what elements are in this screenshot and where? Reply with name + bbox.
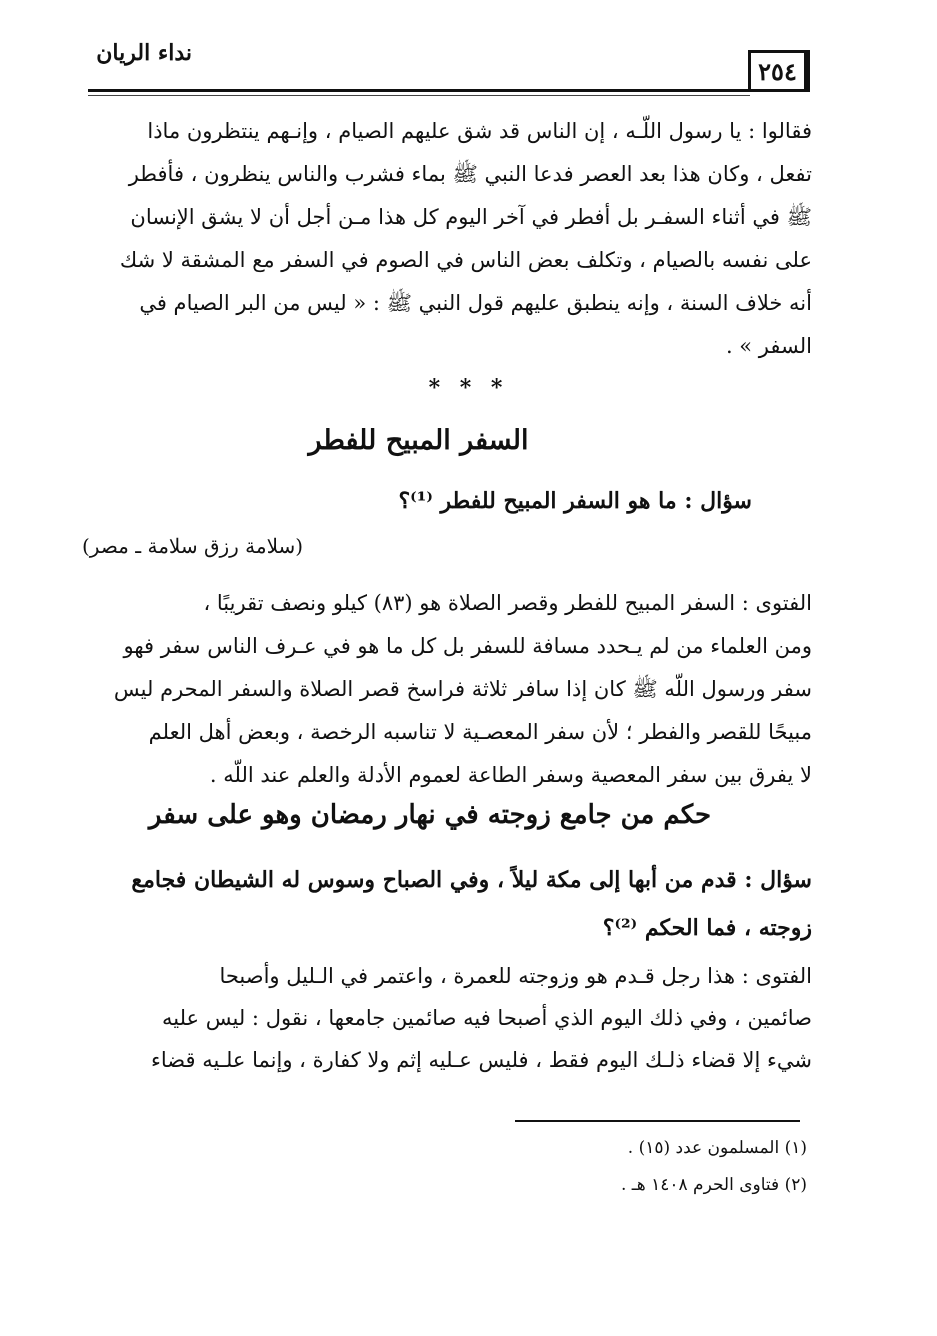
text-line: ﷺ في أثناء السفـر بل أفطر في آخر اليوم كل هذا مـن أجل أن لا يشق الإنسان: [130, 205, 812, 229]
text-line: مبيحًا للقصر والفطر ؛ لأن سفر المعصـية لا تناسبه الرخصة ، وبعض أهل العلم: [148, 720, 812, 744]
section-separator: * * *: [428, 375, 509, 401]
page-number: ٢٥٤: [748, 50, 810, 90]
running-title: نداء الريان: [96, 40, 192, 66]
header-rule-thin: [88, 95, 750, 96]
text-line: سفر ورسول اللّه ﷺ كان إذا سافر ثلاثة فراسخ قصر الصلاة والسفر المحرم ليس: [113, 677, 812, 701]
question: [75, 856, 812, 952]
footnote: (٢) فتاوى الحرم ١٤٠٨ هـ .: [620, 1175, 807, 1195]
paragraph-continuation: [80, 110, 812, 368]
answer-paragraph: [78, 955, 812, 1081]
asker-name: (سلامة رزق سلامة ـ مصر): [82, 534, 304, 558]
header-rule: [88, 89, 810, 92]
text-line: السفر » .: [725, 334, 812, 358]
text-line: سؤال : قدم من أبها إلى مكة ليلاً ، وفي الصباح وسوس له الشيطان فجامع: [131, 867, 812, 893]
footnotes: [621, 1130, 807, 1204]
text-line: لا يفرق بين سفر المعصية وسفر الطاعة لعموم الأدلة والعلم عند اللّه .: [209, 763, 812, 787]
text-line: فقالوا : يا رسول اللّـه ، إن الناس قد شق عليهم الصيام ، وإنـهم ينتظرون ماذا: [147, 119, 812, 143]
text-line: ومن العلماء من لم يـحدد مسافة للسفر بل كل ما هو في عـرف الناس سفر فهو: [123, 634, 812, 658]
text-line: صائمين ، وفي ذلك اليوم الذي أصبحا فيه صائمين جامعها ، نقول : ليس عليه: [162, 1006, 812, 1030]
question: سؤال : ما هو السفر المبيح للفطر ⁽¹⁾؟: [398, 488, 752, 514]
text-line: أنه خلاف السنة ، وإنه ينطبق عليهم قول النبي ﷺ : « ليس من البر الصيام في: [139, 291, 812, 315]
footnote-rule: [515, 1120, 800, 1122]
text-line: الفتوى : السفر المبيح للفطر وقصر الصلاة هو (٨٣) كيلو ونصف تقريبًا ،: [203, 591, 812, 615]
section-heading: السفر المبيح للفطر: [308, 425, 529, 456]
text-line: شيء إلا قضاء ذلـك اليوم فقط ، فليس عـليه إثم ولا كفارة ، وإنما علـيه قضاء: [151, 1048, 812, 1072]
text-line: زوجته ، فما الحكم ⁽²⁾؟: [602, 915, 812, 941]
text-line: على نفسه بالصيام ، وتكلف بعض الناس في الصوم في السفر مع المشقة لا شك: [119, 248, 812, 272]
text-line: تفعل ، وكان هذا بعد العصر فدعا النبي ﷺ بماء فشرب والناس ينظرون ، فأفطر: [128, 162, 812, 186]
text-line: الفتوى : هذا رجل قـدم هو وزوجته للعمرة ، واعتمر في الـليل وأصبحا: [219, 964, 812, 988]
answer-paragraph: [80, 582, 812, 797]
footnote: (١) المسلمون عدد (١٥) .: [627, 1138, 807, 1158]
section-heading: حكم من جامع زوجته في نهار رمضان وهو على سفر: [148, 800, 712, 830]
